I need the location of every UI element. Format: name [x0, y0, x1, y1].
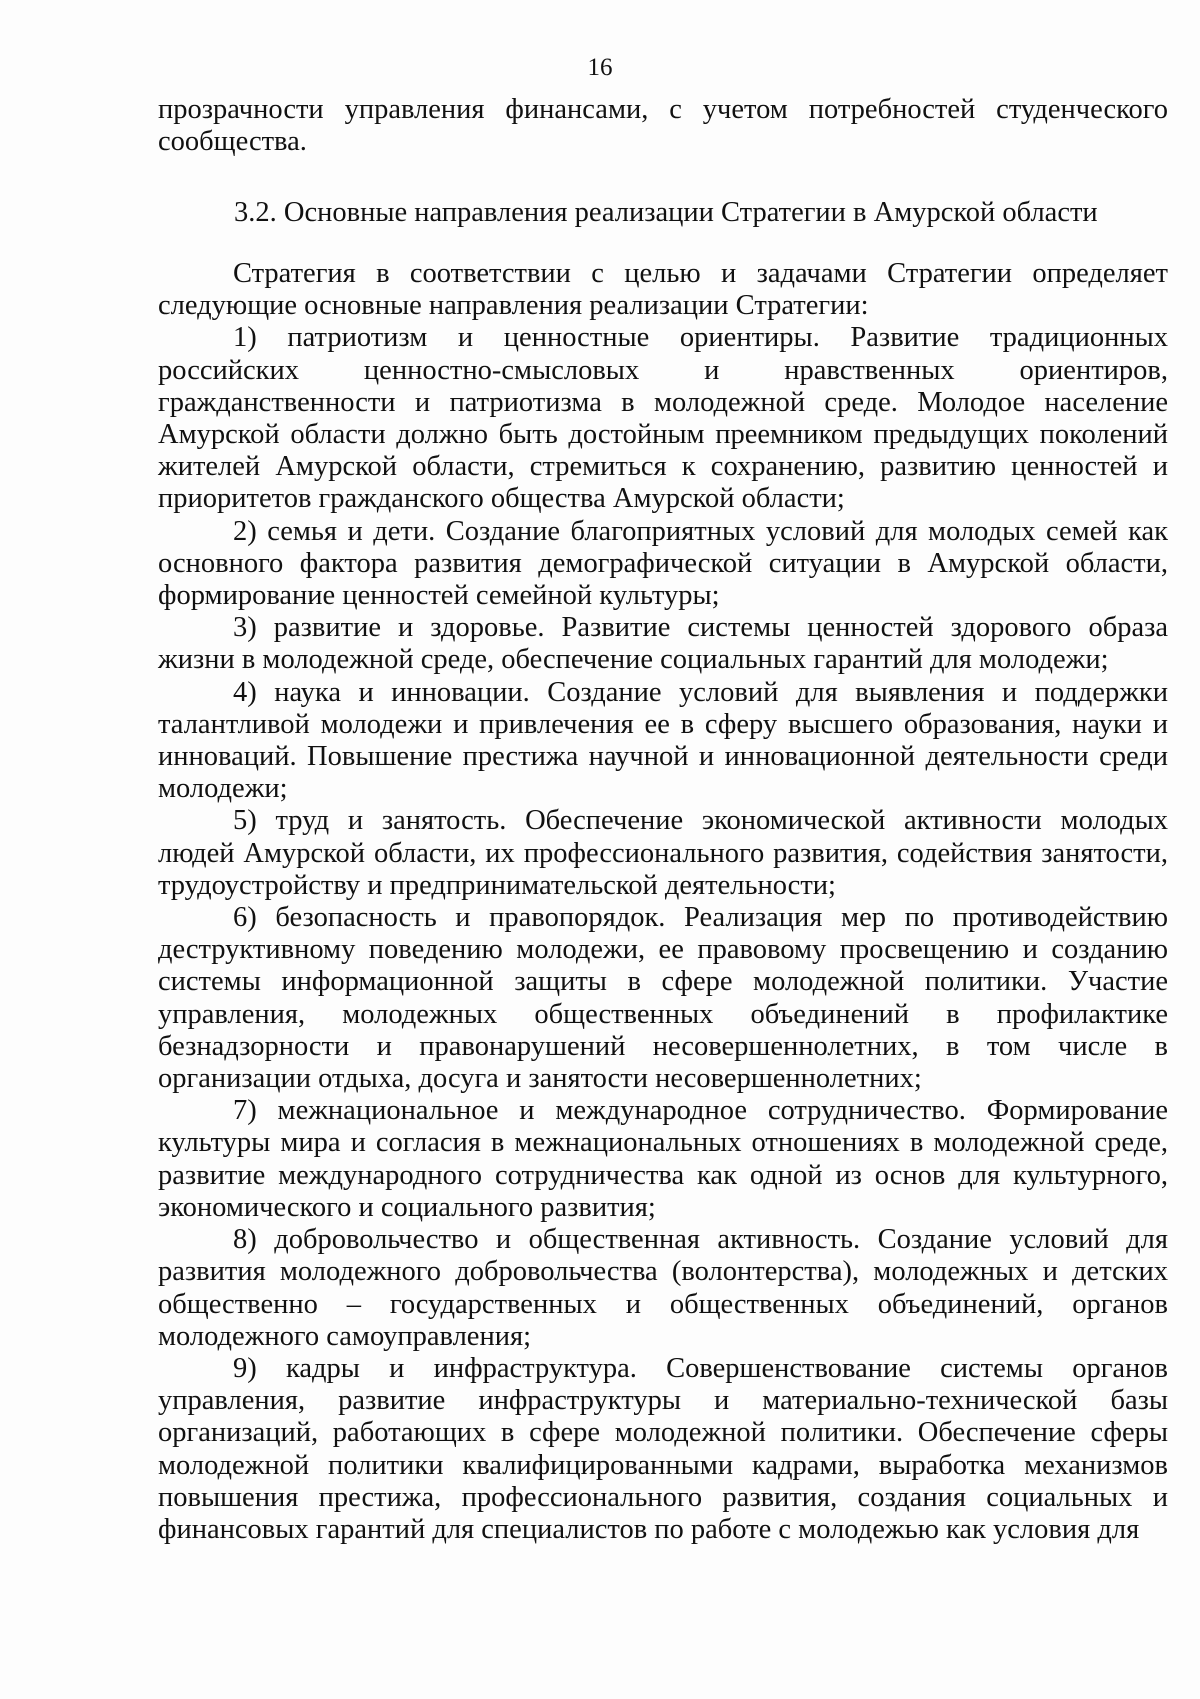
item-paragraph-4: 4) наука и инновации. Создание условий для выявления и поддержки талантливой молодежи и привлечения ее в сферу высшего образования, науки и инноваций. Повышение престижа научной и инновационной деятельности среди молодежи; — [158, 676, 1168, 805]
page-number: 16 — [587, 54, 613, 81]
section-heading: 3.2. Основные направления реализации Стратегии в Амурской области — [234, 197, 1098, 228]
carry-over-text: прозрачности управления финансами, с учетом потребностей студенческого сообщества. — [158, 94, 1168, 158]
item-paragraph-7: 7) межнациональное и международное сотрудничество. Формирование культуры мира и согласия в межнациональных отношениях в молодежной среде, развитие международного сотрудничества как одной из основ для культурного, экономического и социального развития; — [158, 1095, 1168, 1223]
item-paragraph-9: 9) кадры и инфраструктура. Совершенствование системы органов управления, развитие инфраструктуры и материально-технической базы организаций, работающих в сфере молодежной политики. Обеспечение сферы молодежной политики квалифицированными кадрами, выработка механизмов повышения престижа, профессионального развития, создания социальных и финансовых гарантий для специалистов по работе с молодежью как условия для — [158, 1352, 1168, 1545]
intro-paragraph: Стратегия в соответствии с целью и задачами Стратегии определяет следующие основные направления реализации Стратегии: — [158, 258, 1168, 322]
item-paragraph-3: 3) развитие и здоровье. Развитие системы ценностей здорового образа жизни в молодежной среде, обеспечение социальных гарантий для молодежи; — [158, 612, 1168, 676]
item-paragraph-8: 8) добровольчество и общественная активность. Создание условий для развития молодежного добровольчества (волонтерства), молодежных и детских общественно – государственных и общественных объединений, органов молодежного самоуправления; — [158, 1224, 1168, 1352]
body-text — [158, 258, 1168, 1546]
item-paragraph-6: 6) безопасность и правопорядок. Реализация мер по противодействию деструктивному поведению молодежи, ее правовому просвещению и созданию системы информационной защиты в сфере молодежной политики. Участие управления, молодежных общественных объединений в профилактике безнадзорности и правонарушений несовершеннолетних, в том числе в организации отдыха, досуга и занятости несовершеннолетних; — [158, 902, 1168, 1095]
item-paragraph-2: 2) семья и дети. Создание благоприятных условий для молодых семей как основного фактора развития демографической ситуации в Амурской области, формирование ценностей семейной культуры; — [158, 515, 1168, 612]
item-paragraph-1: 1) патриотизм и ценностные ориентиры. Развитие традиционных российских ценностно-смысловых и нравственных ориентиров, гражданственности и патриотизма в молодежной среде. Молодое население Амурской области должно быть достойным преемником предыдущих поколений жителей Амурской области, стремиться к сохранению, развитию ценностей и приоритетов гражданского общества Амурской области; — [158, 322, 1168, 515]
item-paragraph-5: 5) труд и занятость. Обеспечение экономической активности молодых людей Амурской области, их профессионального развития, содействия занятости, трудоустройству и предпринимательской деятельности; — [158, 805, 1168, 901]
